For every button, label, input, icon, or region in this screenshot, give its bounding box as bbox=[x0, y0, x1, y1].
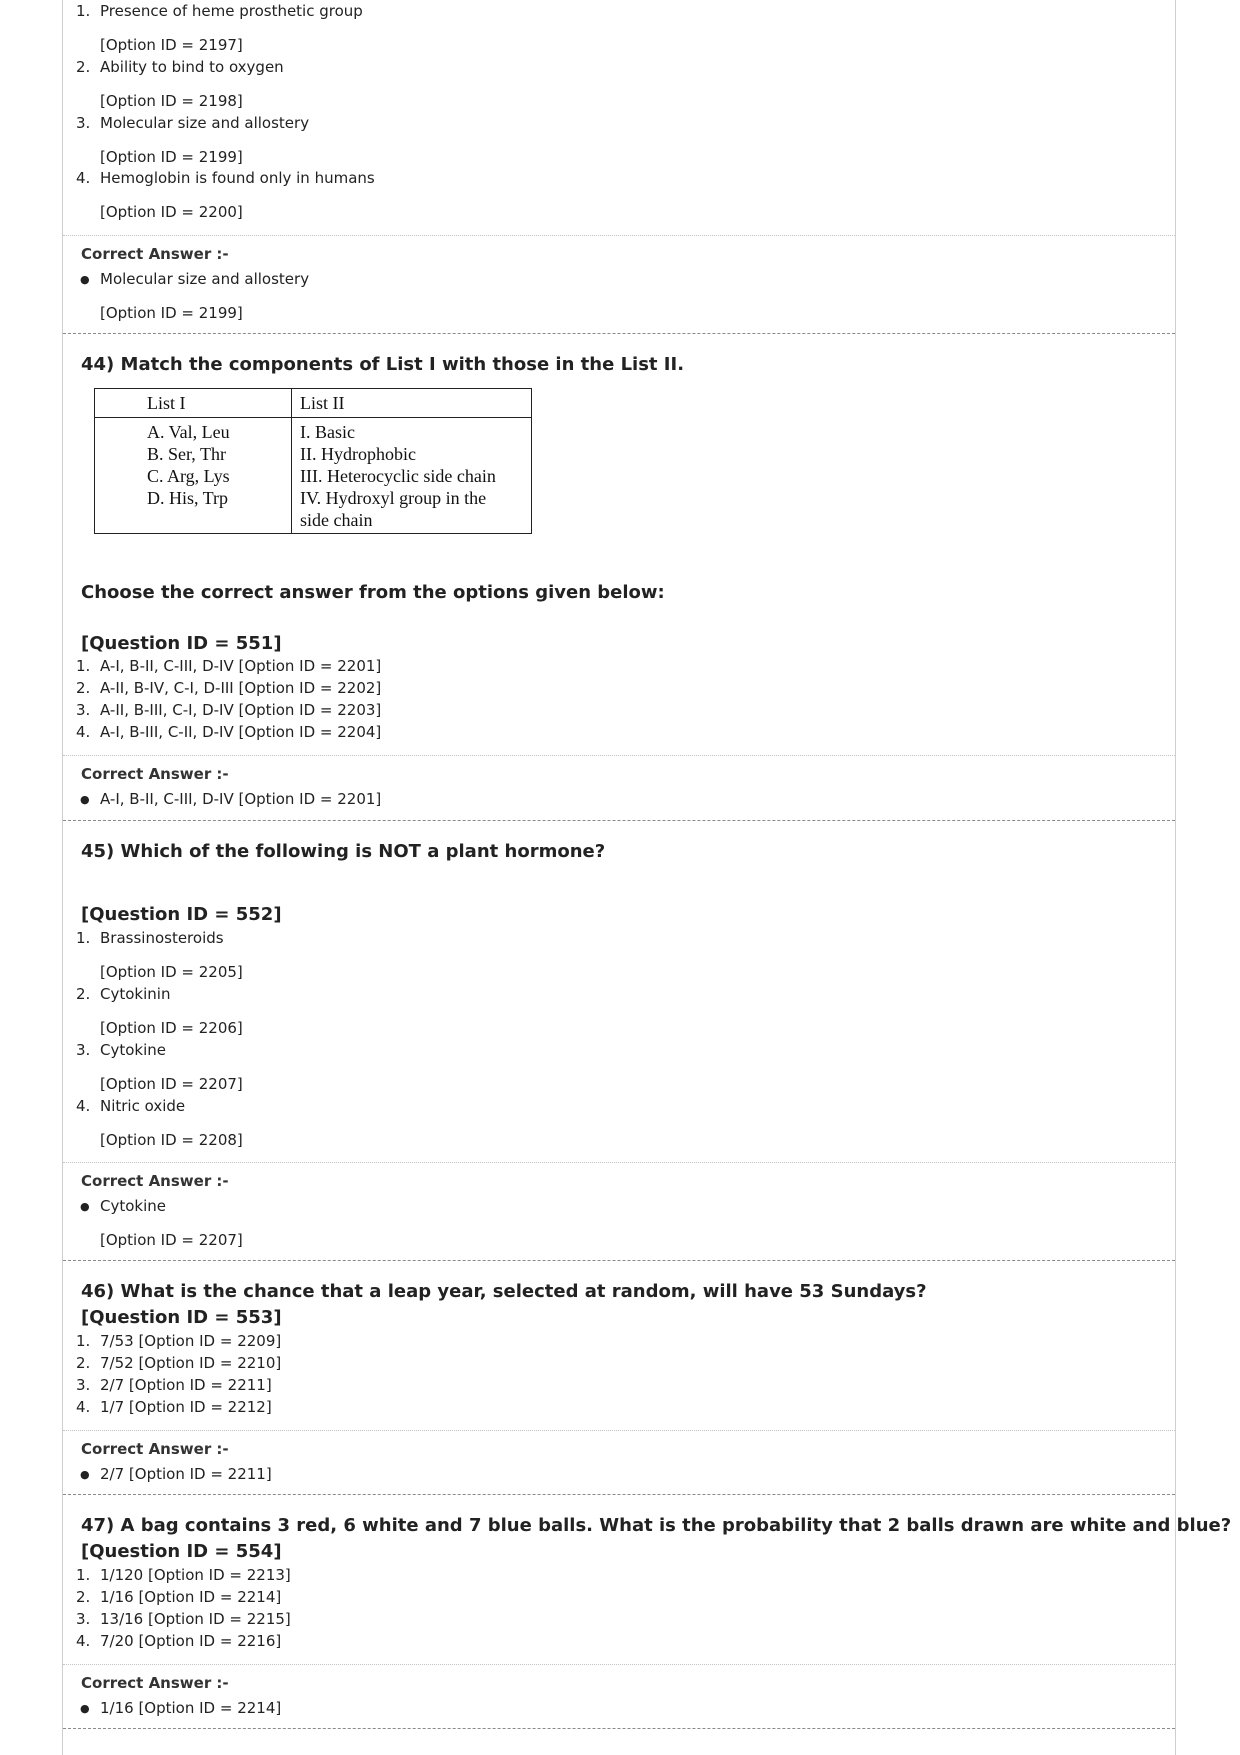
list-item bbox=[76, 169, 375, 187]
instruction-text: Choose the correct answer from the options given below: bbox=[81, 582, 665, 603]
list-item bbox=[76, 657, 381, 675]
section-divider bbox=[63, 1162, 1175, 1163]
table-cell bbox=[95, 418, 292, 534]
list-item bbox=[76, 1097, 185, 1115]
list-item bbox=[76, 1041, 166, 1059]
section-divider bbox=[63, 755, 1175, 756]
option-text: A-I, B-III, C-II, D-IV [Option ID = 2204] bbox=[100, 723, 382, 741]
correct-answer: ● A-I, B-II, C-III, D-IV [Option ID = 2201] bbox=[80, 790, 381, 808]
question-text: 44) Match the components of List I with those in the List II. bbox=[81, 354, 685, 375]
option-id: [Option ID = 2199] bbox=[100, 148, 243, 166]
question-text: 46) What is the chance that a leap year, selected at random, will have 53 Sundays? bbox=[81, 1281, 927, 1302]
list-i-item: D. His, Trp bbox=[147, 488, 229, 508]
option-text: Molecular size and allostery bbox=[100, 114, 310, 132]
list-ii-item: III. Heterocyclic side chain bbox=[300, 466, 496, 486]
list-ii-item: IV. Hydroxyl group in the bbox=[300, 488, 487, 508]
correct-answer: ● 2/7 [Option ID = 2211] bbox=[80, 1465, 272, 1483]
list-i-item: B. Ser, Thr bbox=[147, 444, 226, 464]
option-id: [Option ID = 2206] bbox=[100, 1019, 243, 1037]
option-text: 13/16 [Option ID = 2215] bbox=[100, 1610, 291, 1628]
question-divider bbox=[63, 1260, 1175, 1261]
option-id: [Option ID = 2200] bbox=[100, 203, 243, 221]
list-ii-item: II. Hydrophobic bbox=[300, 444, 416, 464]
option-text: 1/120 [Option ID = 2213] bbox=[100, 1566, 291, 1584]
correct-answer-label: Correct Answer :- bbox=[81, 1674, 229, 1692]
option-text: Hemoglobin is found only in humans bbox=[100, 169, 375, 187]
option-id: [Option ID = 2197] bbox=[100, 36, 243, 54]
section-divider bbox=[63, 1430, 1175, 1431]
match-table bbox=[94, 388, 532, 534]
correct-answer: ● 1/16 [Option ID = 2214] bbox=[80, 1699, 281, 1717]
question-text: 47) A bag contains 3 red, 6 white and 7 blue balls. What is the probability that 2 balls drawn are white and blue? bbox=[81, 1515, 1232, 1536]
correct-answer-label: Correct Answer :- bbox=[81, 245, 229, 263]
option-id: [Option ID = 2207] bbox=[100, 1075, 243, 1093]
option-text: 1/7 [Option ID = 2212] bbox=[100, 1398, 272, 1416]
section-divider bbox=[63, 1664, 1175, 1665]
option-text: A-I, B-II, C-III, D-IV [Option ID = 2201] bbox=[100, 657, 382, 675]
question-divider bbox=[63, 333, 1175, 334]
list-ii-item: I. Basic bbox=[300, 422, 355, 442]
option-number: 1. bbox=[76, 1566, 91, 1584]
question-id: [Question ID = 554] bbox=[81, 1541, 282, 1562]
option-number: 4. bbox=[76, 723, 91, 741]
page-frame bbox=[62, 0, 1176, 1755]
table-header-row bbox=[95, 389, 532, 418]
question-id: [Question ID = 552] bbox=[81, 904, 282, 925]
question-divider bbox=[63, 820, 1175, 821]
table-row bbox=[95, 418, 532, 534]
option-number: 3. bbox=[76, 701, 91, 719]
question-id: [Question ID = 553] bbox=[81, 1307, 282, 1328]
option-number: 2. bbox=[76, 1588, 91, 1606]
list-item bbox=[76, 679, 381, 697]
question-text: 45) Which of the following is NOT a plant hormone? bbox=[81, 841, 606, 862]
option-number: 3. bbox=[76, 1041, 91, 1059]
list-item bbox=[76, 58, 284, 76]
table-header: List I bbox=[95, 389, 292, 418]
question-divider bbox=[63, 1728, 1175, 1729]
list-item bbox=[76, 929, 224, 947]
option-number: 2. bbox=[76, 679, 91, 697]
list-i-item: C. Arg, Lys bbox=[147, 466, 230, 486]
option-id: [Option ID = 2208] bbox=[100, 1131, 243, 1149]
option-number: 3. bbox=[76, 1610, 91, 1628]
table-cell bbox=[292, 418, 532, 534]
option-text: 1/16 [Option ID = 2214] bbox=[100, 1588, 282, 1606]
list-item bbox=[76, 723, 381, 741]
option-number: 4. bbox=[76, 169, 91, 187]
correct-answer-label: Correct Answer :- bbox=[81, 1440, 229, 1458]
list-i-item: A. Val, Leu bbox=[147, 422, 230, 442]
option-number: 3. bbox=[76, 114, 91, 132]
correct-answer-label: Correct Answer :- bbox=[81, 1172, 229, 1190]
option-text: Cytokinin bbox=[100, 985, 171, 1003]
option-text: Ability to bind to oxygen bbox=[100, 58, 284, 76]
correct-answer: ● Cytokine bbox=[80, 1197, 166, 1215]
list-item bbox=[76, 985, 170, 1003]
option-text: A-II, B-III, C-I, D-IV [Option ID = 2203] bbox=[100, 701, 382, 719]
list-item bbox=[76, 1332, 281, 1350]
option-number: 1. bbox=[76, 929, 91, 947]
question-divider bbox=[63, 1494, 1175, 1495]
option-text: Brassinosteroids bbox=[100, 929, 224, 947]
option-id: [Option ID = 2199] bbox=[100, 304, 243, 322]
option-text: 2/7 [Option ID = 2211] bbox=[100, 1376, 272, 1394]
list-ii-item: side chain bbox=[300, 510, 373, 530]
option-number: 3. bbox=[76, 1376, 91, 1394]
option-text: A-II, B-IV, C-I, D-III [Option ID = 2202] bbox=[100, 679, 382, 697]
list-item bbox=[76, 1354, 281, 1372]
option-id: [Option ID = 2207] bbox=[100, 1231, 243, 1249]
option-text: Nitric oxide bbox=[100, 1097, 186, 1115]
option-text: Cytokine bbox=[100, 1041, 166, 1059]
list-item bbox=[76, 1610, 291, 1628]
option-text: Presence of heme prosthetic group bbox=[100, 2, 363, 20]
option-text: 7/53 [Option ID = 2209] bbox=[100, 1332, 282, 1350]
list-item bbox=[76, 2, 363, 20]
option-number: 1. bbox=[76, 2, 91, 20]
list-item bbox=[76, 1566, 291, 1584]
option-id: [Option ID = 2205] bbox=[100, 963, 243, 981]
option-number: 4. bbox=[76, 1097, 91, 1115]
list-item bbox=[76, 114, 309, 132]
table-header: List II bbox=[292, 389, 532, 418]
option-text: 7/52 [Option ID = 2210] bbox=[100, 1354, 282, 1372]
list-item bbox=[76, 1588, 281, 1606]
option-number: 2. bbox=[76, 985, 91, 1003]
option-number: 1. bbox=[76, 1332, 91, 1350]
list-item bbox=[76, 1376, 272, 1394]
list-item bbox=[76, 1398, 272, 1416]
correct-answer-label: Correct Answer :- bbox=[81, 765, 229, 783]
list-item bbox=[76, 701, 381, 719]
list-item bbox=[76, 1632, 281, 1650]
option-id: [Option ID = 2198] bbox=[100, 92, 243, 110]
section-divider bbox=[63, 235, 1175, 236]
question-id: [Question ID = 551] bbox=[81, 633, 282, 654]
correct-answer: ● Molecular size and allostery bbox=[80, 270, 309, 288]
option-number: 4. bbox=[76, 1398, 91, 1416]
option-number: 2. bbox=[76, 1354, 91, 1372]
option-text: 7/20 [Option ID = 2216] bbox=[100, 1632, 282, 1650]
option-number: 4. bbox=[76, 1632, 91, 1650]
option-number: 2. bbox=[76, 58, 91, 76]
option-number: 1. bbox=[76, 657, 91, 675]
